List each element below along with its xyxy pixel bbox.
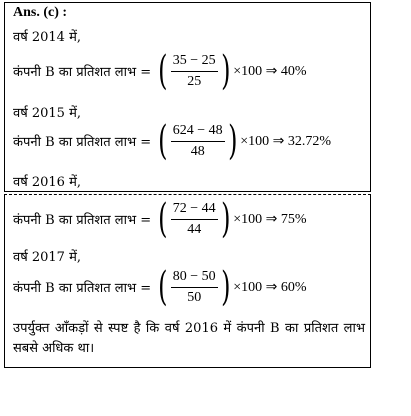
left-paren: ( (158, 48, 168, 94)
calc-result: ×100 ⇒ 40% (233, 63, 307, 79)
fraction (171, 53, 218, 90)
conclusion-text: उपर्युक्त आँकड़ों से स्पष्ट है कि वर्ष 2016 में कंपनी B का प्रतिशत लाभ सबसे अधिक था। (13, 321, 365, 356)
year-2014-heading: वर्ष 2014 में, (13, 30, 81, 45)
left-paren: ( (158, 196, 168, 242)
calc-result: ×100 ⇒ 75% (233, 211, 307, 227)
calc-2017 (13, 264, 307, 310)
numerator: 35 − 25 (171, 53, 218, 72)
calc-label: कंपनी B का प्रतिशत लाभ = (13, 281, 152, 296)
denominator: 44 (187, 221, 202, 237)
year-2017-heading: वर्ष 2017 में, (13, 250, 81, 265)
year-2015-heading: वर्ष 2015 में, (13, 106, 81, 121)
calc-result: ×100 ⇒ 60% (233, 279, 307, 295)
solution-box-bottom (4, 194, 371, 368)
calc-result: ×100 ⇒ 32.72% (240, 133, 332, 149)
calc-label: कंपनी B का प्रतिशत लाभ = (13, 135, 152, 150)
calc-label: कंपनी B का प्रतिशत लाभ = (13, 65, 152, 80)
denominator: 25 (187, 73, 202, 89)
right-paren: ) (220, 196, 231, 242)
right-paren: ) (220, 48, 231, 94)
numerator: 72 − 44 (171, 201, 218, 220)
answer-label: Ans. (c) : (13, 5, 68, 20)
fraction (171, 201, 218, 238)
calc-2016 (13, 196, 307, 242)
fraction (171, 269, 218, 306)
solution-box-top (4, 2, 371, 192)
numerator: 624 − 48 (171, 123, 225, 142)
calc-label: कंपनी B का प्रतिशत लाभ = (13, 213, 152, 228)
right-paren: ) (227, 118, 238, 164)
year-2016-heading: वर्ष 2016 में, (13, 175, 81, 190)
calc-2015 (13, 118, 332, 164)
numerator: 80 − 50 (171, 269, 218, 288)
right-paren: ) (220, 264, 231, 310)
fraction (171, 123, 225, 160)
denominator: 50 (187, 289, 202, 305)
left-paren: ( (158, 118, 168, 164)
calc-2014 (13, 48, 307, 94)
denominator: 48 (190, 143, 205, 159)
left-paren: ( (158, 264, 168, 310)
